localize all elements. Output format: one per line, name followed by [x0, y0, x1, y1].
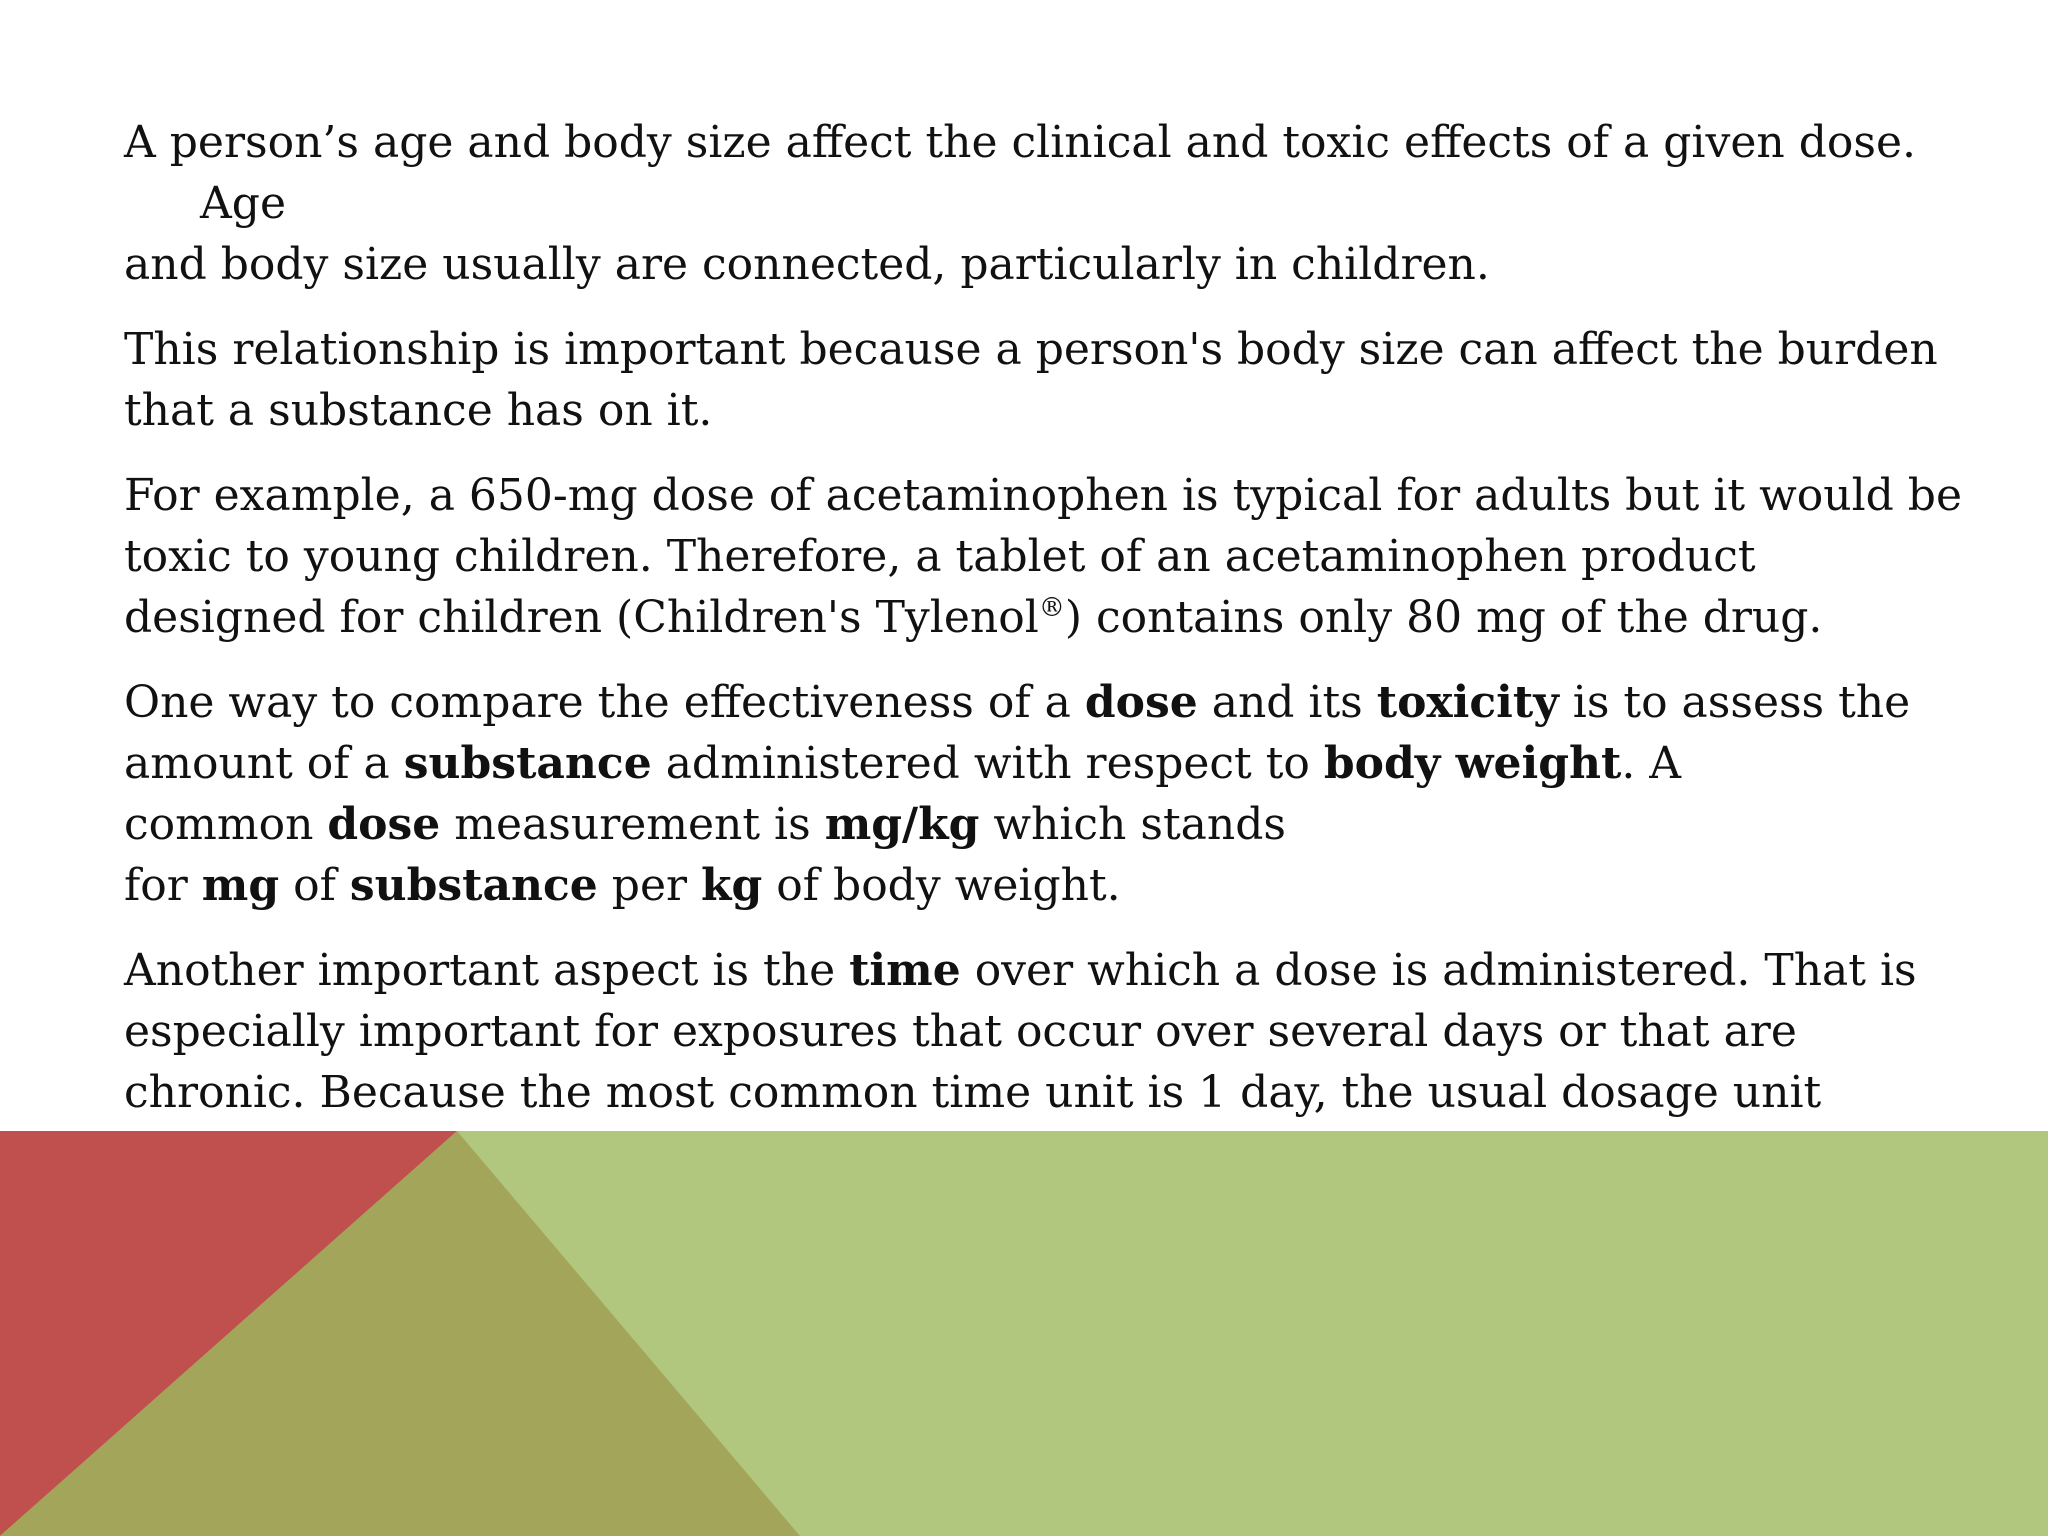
text-line [124, 855, 1964, 916]
paragraph [124, 112, 1964, 295]
text-line [124, 319, 1964, 380]
text-segment: especially important for exposures that occur over several days or that are [124, 1006, 1797, 1057]
text-segment: and body size usually are connected, particularly in children. [124, 239, 1490, 290]
text-line [124, 526, 1964, 587]
bold-term: substance [403, 738, 652, 789]
text-line [124, 112, 1964, 234]
text-segment: chronic. Because the most common time unit is 1 day, the usual dosage unit [124, 1067, 1822, 1118]
text-line [124, 794, 1964, 855]
decorative-footer-shapes [0, 1131, 2048, 1536]
bold-term: dose [1084, 677, 1198, 728]
text-line [124, 1001, 1964, 1062]
paragraph [124, 672, 1964, 916]
text-segment: This relationship is important because a person's body size can affect the burden [124, 324, 1938, 375]
text-segment: A person’s age and body size affect the clinical and toxic effects of a given dose. Age [124, 117, 1916, 229]
text-segment: measurement is [440, 799, 825, 850]
text-segment: Another important aspect is the [124, 945, 850, 996]
bold-term: kg [701, 860, 763, 911]
text-line [124, 672, 1964, 733]
bold-term: time [849, 945, 961, 996]
bold-term: toxicity [1376, 677, 1559, 728]
paragraph [124, 319, 1964, 441]
text-segment: amount of a [124, 738, 404, 789]
slide-body-text [124, 112, 1964, 1208]
paragraph [124, 465, 1964, 648]
text-segment: ) contains only 80 mg of the drug. [1064, 592, 1823, 643]
text-line [124, 380, 1964, 441]
bold-term: body weight [1323, 738, 1622, 789]
bold-term: mg [201, 860, 280, 911]
bold-term: substance [349, 860, 598, 911]
bold-term: dose [327, 799, 441, 850]
text-segment: and its [1197, 677, 1377, 728]
text-segment: For example, a 650-mg dose of acetaminophen is typical for adults but it would be [124, 470, 1963, 521]
text-segment: of body weight. [762, 860, 1121, 911]
text-segment: toxic to young children. Therefore, a tablet of an acetaminophen product [124, 531, 1756, 582]
text-segment: that a substance has on it. [124, 385, 713, 436]
text-segment: One way to compare the effectiveness of a [124, 677, 1085, 728]
text-segment: administered with respect to [651, 738, 1324, 789]
text-segment: is to assess the [1558, 677, 1911, 728]
text-segment: over which a dose is administered. That is [960, 945, 1917, 996]
text-line [124, 587, 1964, 648]
text-line [124, 234, 1964, 295]
text-segment: common [124, 799, 328, 850]
text-segment: designed for children (Children's Tylenol [124, 592, 1039, 643]
text-segment: per [597, 860, 702, 911]
text-line [124, 465, 1964, 526]
text-line [124, 940, 1964, 1001]
text-segment: which stands [979, 799, 1286, 850]
bold-term: mg/kg [824, 799, 980, 850]
text-segment: . A [1621, 738, 1682, 789]
text-segment: of [279, 860, 350, 911]
registered-mark: ® [1038, 593, 1065, 623]
text-line [124, 1062, 1964, 1123]
text-line [124, 733, 1964, 794]
text-segment: for [124, 860, 202, 911]
